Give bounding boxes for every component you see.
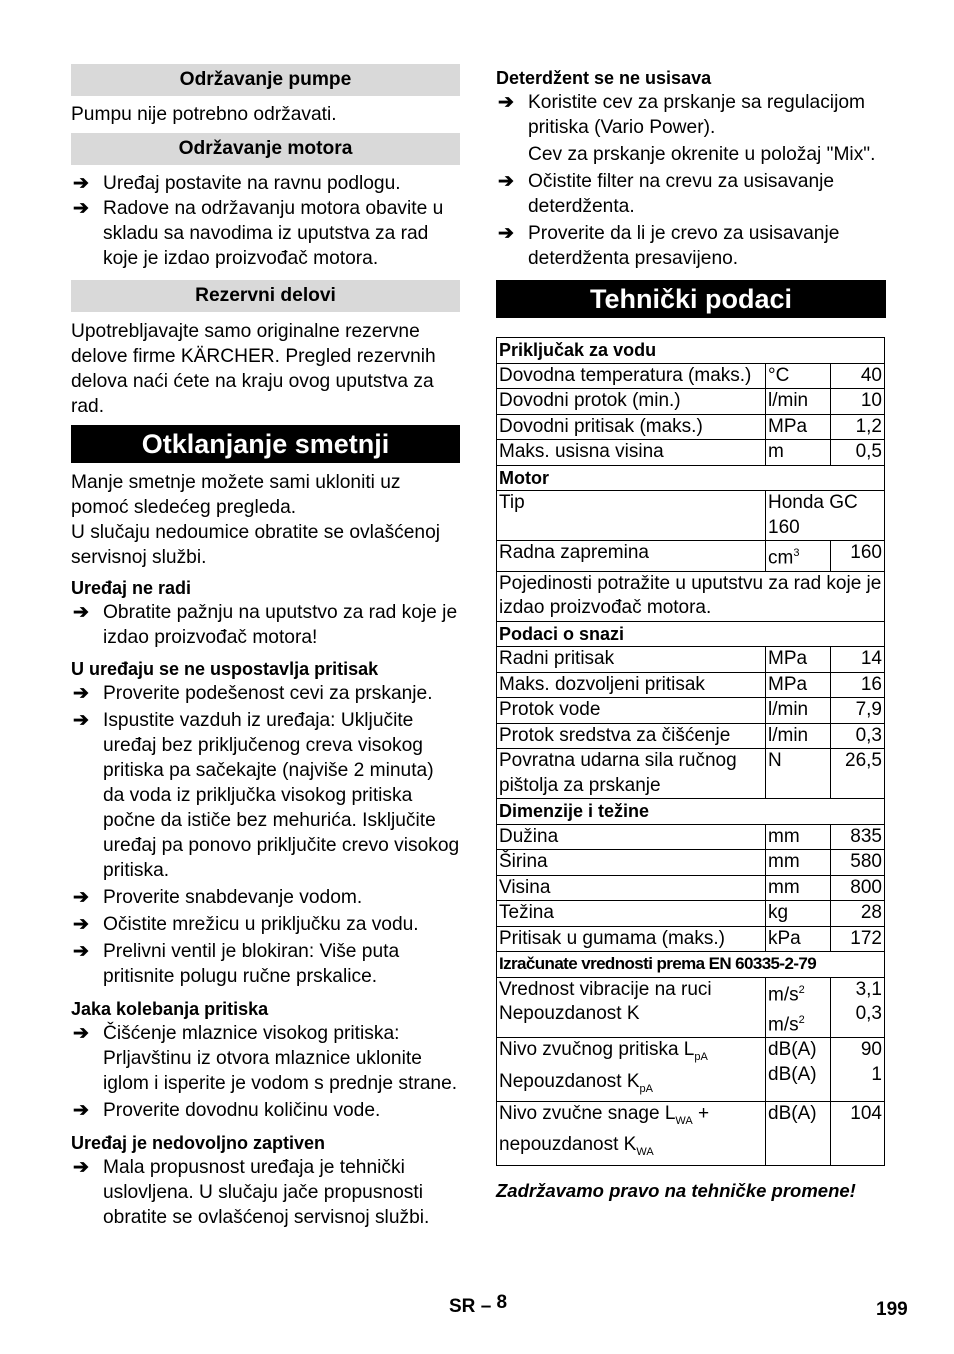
heading-leaking: Uređaj je nedovoljno zaptiven xyxy=(71,1133,326,1153)
table-row xyxy=(497,571,885,621)
list-item: ➔ Uređaj postavite na ravnu podlogu. xyxy=(73,173,401,194)
right-column xyxy=(496,64,886,1203)
left-column xyxy=(71,64,460,1230)
arrow-icon: ➔ xyxy=(73,710,89,731)
arrow-icon: ➔ xyxy=(73,914,89,935)
leaking-list xyxy=(71,1155,460,1230)
arrow-icon: ➔ xyxy=(73,1157,89,1178)
no-pressure-list xyxy=(71,681,460,989)
table-row: Tip Honda GC 160 xyxy=(497,491,885,541)
section-title-pump: Održavanje pumpe xyxy=(71,64,460,96)
table-group-row xyxy=(497,621,885,647)
fluctuation-list xyxy=(71,1021,460,1123)
list-item: ➔ Čišćenje mlaznice visokog pritiska: Prljavštinu iz otvora mlaznice uklonite iglom i isperite je vodom s prednje strane. xyxy=(73,1023,458,1094)
list-item: ➔ Koristite cev za prskanje sa regulacijom pritiska (Vario Power). xyxy=(498,92,865,138)
page-number: 199 xyxy=(876,1299,908,1320)
table-row: Radni pritisak MPa 14 xyxy=(497,647,885,673)
section-title-parts: Rezervni delovi xyxy=(71,280,460,312)
arrow-icon: ➔ xyxy=(73,887,89,908)
table-row: Dovodna temperatura (maks.) °C 40 xyxy=(497,363,885,389)
list-item: ➔ Obratite pažnju na uputstvo za rad koje je izdao proizvođač motora! xyxy=(73,602,458,648)
table-row: Protok vode l/min 7,9 xyxy=(497,698,885,724)
arrow-icon: ➔ xyxy=(498,92,514,113)
list-item: ➔ Ispustite vazduh iz uređaja: Uključite uređaj bez priključenog creva visokog pritiska pa sačekajte (najviše 2 minuta) da voda iz priključka visokog pritiska počne da ističe bez mehurića. Isključite uređaj pa ponovo priključite crevo visokog pritiska. xyxy=(73,710,460,881)
table-row: Dovodni pritisak (maks.) MPa 1,2 xyxy=(497,414,885,440)
group-performance: Podaci o snazi xyxy=(497,621,885,647)
group-motor: Motor xyxy=(497,465,885,491)
heading-pressure-fluctuation: Jaka kolebanja pritiska xyxy=(71,999,269,1019)
arrow-icon: ➔ xyxy=(73,198,89,219)
list-item: ➔ Prelivni ventil je blokiran: Više puta pritisnite polugu ručne prskalice. xyxy=(73,941,400,987)
list-item: ➔ Proverite podešenost cevi za prskanje. xyxy=(73,683,433,704)
motor-note: Pojedinosti potražite u uputstvu za rad koje je izdao proizvođač motora. xyxy=(497,571,885,621)
list-item: ➔ Očistite filter na crevu za usisavanje deterdženta. xyxy=(498,171,835,217)
table-row: Pritisak u gumama (maks.) kPa 172 xyxy=(497,926,885,952)
arrow-icon: ➔ xyxy=(498,171,514,192)
group-dimensions: Dimenzije i težine xyxy=(497,799,885,825)
list-item: ➔ Očistite mrežicu u priključku za vodu. xyxy=(73,914,419,935)
table-row: Maks. dozvoljeni pritisak MPa 16 xyxy=(497,672,885,698)
arrow-icon: ➔ xyxy=(73,1023,89,1044)
list-item: ➔ Radove na održavanju motora obavite u skladu sa navodima iz uputstva za rad koje je izdao proizvođač motora. xyxy=(73,198,444,269)
chapter-heading-technical-data: Tehnički podaci xyxy=(496,280,886,318)
table-row: Radna zapremina $cm^3$ 160 xyxy=(497,541,885,572)
heading-not-working: Uređaj ne radi xyxy=(71,578,192,598)
arrow-icon: ➔ xyxy=(73,173,89,194)
heading-detergent: Deterdžent se ne usisava xyxy=(496,68,712,88)
technical-data-table xyxy=(496,337,885,1166)
list-item-continuation: Cev za prskanje okrenite u položaj "Mix". xyxy=(528,144,876,165)
parts-text: Upotrebljavajte samo originalne rezervne delove firme KÄRCHER. Pregled rezervnih delova naći ćete na kraju ovog uputstva za rad. xyxy=(71,321,436,417)
reservation-note: Zadržavamo pravo na tehničke promene! xyxy=(496,1179,856,1201)
intro-text-2: U slučaju nedoumice obratite se ovlašćenoj servisnoj službi. xyxy=(71,522,441,568)
table-row: Nivo zvučne snage $L_{WA}$ + nepouzdanost $K_{WA}$ dB(A) 104 xyxy=(497,1102,885,1166)
list-item: ➔ Proverite snabdevanje vodom. xyxy=(73,887,363,908)
table-row: Maks. usisna visina m 0,5 xyxy=(497,440,885,466)
heading-no-pressure: U uređaju se ne uspostavlja pritisak xyxy=(71,659,379,679)
list-item: ➔ Proverite da li je crevo za usisavanje deterdženta presavijeno. xyxy=(498,223,840,269)
table-group-row xyxy=(497,338,885,364)
arrow-icon: ➔ xyxy=(73,941,89,962)
group-calculated: Izračunate vrednosti prema EN 60335-2-79 xyxy=(497,952,885,978)
table-row: Povratna udarna sila ručnog pištolja za prskanje N 26,5 xyxy=(497,749,885,799)
section-title-motor: Održavanje motora xyxy=(71,133,460,165)
table-group-row xyxy=(497,465,885,491)
intro-text: Manje smetnje možete sami ukloniti uz pomoć sledećeg pregleda. xyxy=(71,472,401,518)
arrow-icon: ➔ xyxy=(73,683,89,704)
table-group-row xyxy=(497,952,885,978)
list-item: ➔ Mala propusnost uređaja je tehnički uslovljena. U slučaju jače propusnosti obratite se ovlašćenoj servisnoj službi. xyxy=(73,1157,430,1228)
arrow-icon: ➔ xyxy=(498,223,514,244)
table-row: Protok sredstva za čišćenje l/min 0,3 xyxy=(497,723,885,749)
detergent-list xyxy=(496,90,886,271)
table-row: Dovodni protok (min.) l/min 10 xyxy=(497,389,885,415)
motor-list xyxy=(71,171,460,271)
arrow-icon: ➔ xyxy=(73,1100,89,1121)
pump-text: Pumpu nije potrebno održavati. xyxy=(71,104,337,125)
group-water: Priključak za vodu xyxy=(497,338,885,364)
not-working-list xyxy=(71,600,460,650)
table-group-row xyxy=(497,799,885,825)
page-footer-section: SR – 8 xyxy=(449,1292,508,1317)
table-row: Visina mm 800 xyxy=(497,875,885,901)
table-row: Nivo zvučnog pritiska $L_{pA}$ Nepouzdanost $K_{pA}$ dB(A) dB(A) 90 1 xyxy=(497,1038,885,1102)
table-row: Težina kg 28 xyxy=(497,901,885,927)
arrow-icon: ➔ xyxy=(73,602,89,623)
table-row: Dužina mm 835 xyxy=(497,824,885,850)
table-row: Vrednost vibracije na ruci Nepouzdanost K $m/s^2$ $m/s^2$ 3,1 0,3 xyxy=(497,977,885,1038)
table-row: Širina mm 580 xyxy=(497,850,885,876)
list-item: ➔ Proverite dovodnu količinu vode. xyxy=(73,1100,381,1121)
chapter-heading-troubleshooting: Otklanjanje smetnji xyxy=(71,425,460,463)
